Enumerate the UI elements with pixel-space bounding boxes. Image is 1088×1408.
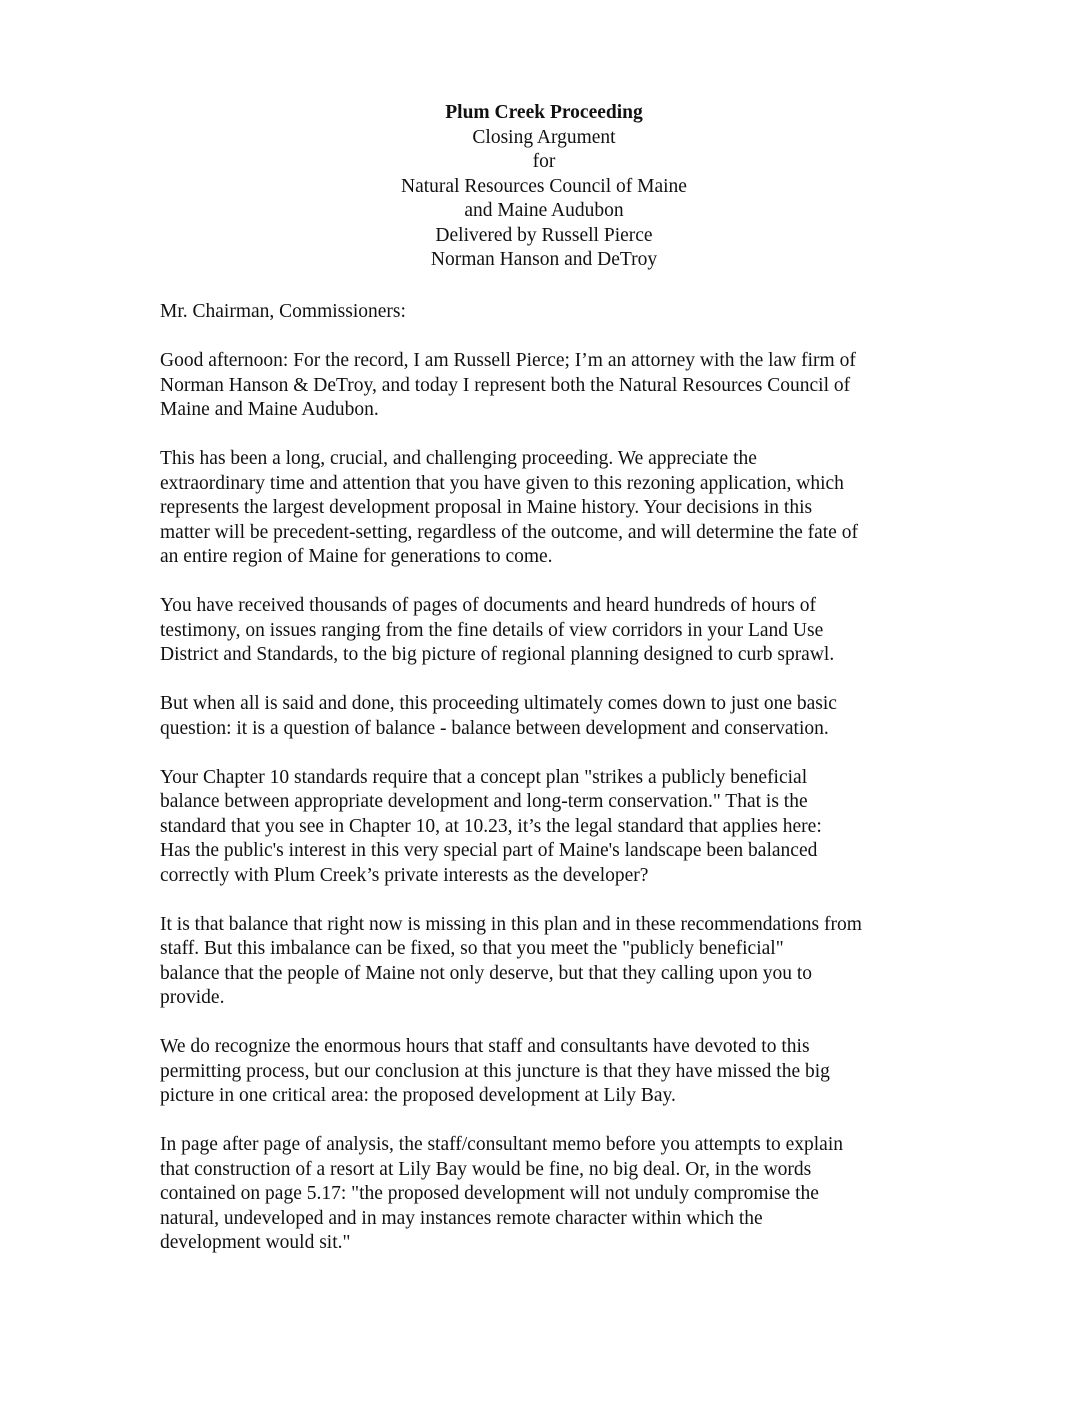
paragraph-line: balance between appropriate development and long-term conservation." That is the — [160, 791, 808, 812]
paragraph-line: an entire region of Maine for generations to come. — [160, 546, 553, 567]
header-line: Closing Argument — [472, 126, 616, 148]
paragraph-line: picture in one critical area: the proposed development at Lily Bay. — [160, 1085, 676, 1106]
paragraph — [160, 594, 950, 668]
paragraph-line: natural, undeveloped and in may instances remote character within which the — [160, 1207, 763, 1229]
paragraph-line: balance that the people of Maine not only deserve, but that they calling upon you to — [160, 962, 812, 984]
paragraph-line: Your Chapter 10 standards require that a concept plan "strikes a publicly beneficial — [160, 766, 808, 788]
paragraph-line: provide. — [160, 987, 225, 1008]
header-line: and Maine Audubon — [464, 200, 624, 221]
paragraph — [160, 766, 950, 889]
paragraph — [160, 447, 950, 570]
paragraph-line: This has been a long, crucial, and challenging proceeding. We appreciate the — [160, 448, 757, 469]
paragraph-line: standard that you see in Chapter 10, at 10.23, it’s the legal standard that applies here: — [160, 815, 822, 837]
paragraph-line: You have received thousands of pages of documents and heard hundreds of hours of — [160, 595, 816, 616]
paragraph-line: staff. But this imbalance can be fixed, so that you meet the "publicly beneficial" — [160, 938, 784, 959]
paragraph-line: We do recognize the enormous hours that staff and consultants have devoted to this — [160, 1036, 810, 1057]
paragraph — [160, 1133, 950, 1256]
paragraph — [160, 692, 950, 741]
paragraph-line: Good afternoon: For the record, I am Russell Pierce; I’m an attorney with the law firm of — [160, 350, 856, 371]
document-title: Plum Creek Proceeding — [445, 102, 643, 123]
paragraph — [160, 913, 950, 1011]
paragraph-line: testimony, on issues ranging from the fine details of view corridors in your Land Use — [160, 619, 824, 641]
paragraph-line: Has the public's interest in this very special part of Maine's landscape been balanced — [160, 840, 818, 861]
paragraph-line: But when all is said and done, this proceeding ultimately comes down to just one basic — [160, 693, 837, 714]
paragraph-line: extraordinary time and attention that you have given to this rezoning application, which — [160, 472, 844, 494]
paragraph-line: Maine and Maine Audubon. — [160, 399, 379, 420]
document-header — [0, 101, 1088, 273]
header-line: for — [532, 151, 556, 172]
salutation: Mr. Chairman, Commissioners: — [160, 301, 406, 322]
header-line: Delivered by Russell Pierce — [435, 224, 653, 246]
paragraph — [160, 349, 950, 423]
paragraph-line: It is that balance that right now is missing in this plan and in these recommendations from — [160, 913, 862, 935]
paragraph — [160, 1035, 950, 1109]
paragraph-line: correctly with Plum Creek’s private interests as the developer? — [160, 864, 649, 886]
paragraph-line: matter will be precedent-setting, regardless of the outcome, and will determine the fate of — [160, 521, 858, 543]
paragraph-line: District and Standards, to the big picture of regional planning designed to curb sprawl. — [160, 644, 835, 665]
paragraph-line: contained on page 5.17: "the proposed development will not unduly compromise the — [160, 1183, 819, 1204]
paragraph-line: development would sit." — [160, 1232, 351, 1253]
header-line: Norman Hanson and DeTroy — [430, 249, 658, 270]
paragraph-line: In page after page of analysis, the staff/consultant memo before you attempts to explain — [160, 1134, 844, 1155]
paragraph-line: Norman Hanson & DeTroy, and today I represent both the Natural Resources Council of — [160, 374, 851, 396]
paragraph-line: that construction of a resort at Lily Bay would be fine, no big deal. Or, in the words — [160, 1158, 812, 1180]
paragraph-line: question: it is a question of balance - balance between development and conservation. — [160, 717, 829, 739]
header-line: Natural Resources Council of Maine — [401, 175, 687, 197]
paragraph-line: permitting process, but our conclusion at this juncture is that they have missed the big — [160, 1060, 830, 1082]
paragraph-line: represents the largest development proposal in Maine history. Your decisions in this — [160, 497, 813, 518]
document-body — [160, 300, 950, 1280]
